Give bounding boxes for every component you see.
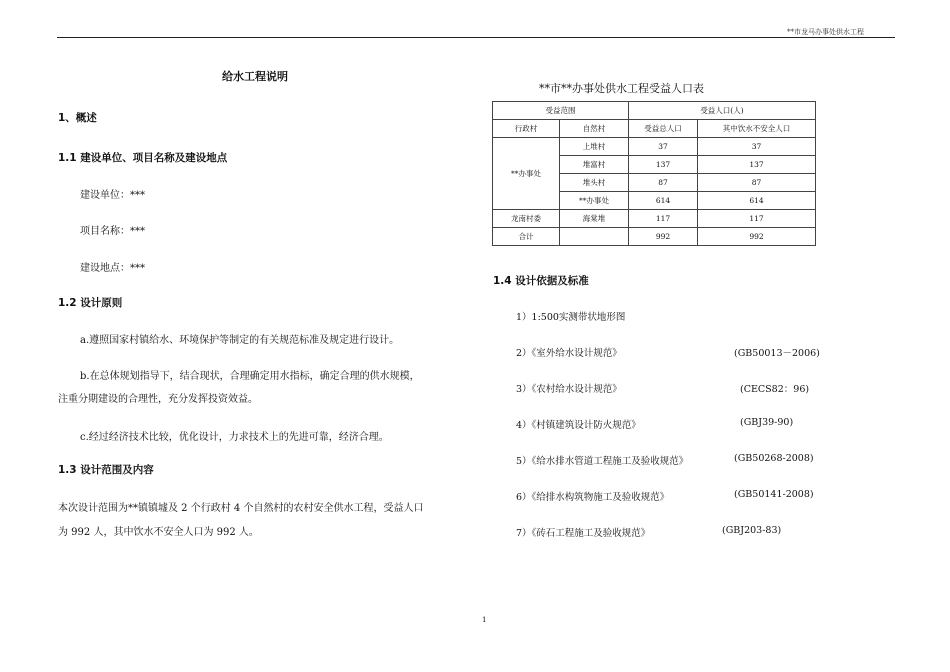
section-1-3: 1.3 设计范围及内容 [58, 464, 154, 476]
standard-code: (GB50141-2008) [734, 489, 814, 500]
standard-name: 2）《室外给水设计规范》 [516, 348, 622, 359]
header-natural-village: 自然村 [560, 120, 629, 138]
project-name: 项目名称：*** [80, 226, 145, 237]
standard-name: 5）《给水排水管道工程施工及验收规范》 [516, 456, 689, 467]
natural-village-cell: **办事处 [560, 192, 629, 210]
unsafe-cell: 117 [698, 210, 816, 228]
header-scope: 受益范围 [493, 102, 629, 120]
header-divider [57, 37, 895, 38]
page-number: 1 [482, 616, 487, 624]
total-cell: 137 [629, 156, 698, 174]
standard-name: 7）《砖石工程施工及验收规范》 [516, 528, 651, 539]
total-cell: 117 [629, 210, 698, 228]
header-total-population: 受益总人口 [629, 120, 698, 138]
construction-location: 建设地点：*** [80, 263, 145, 274]
table-row [493, 138, 816, 156]
standard-name: 4）《村镇建筑设计防火规范》 [516, 420, 641, 431]
construction-unit: 建设单位：*** [80, 190, 145, 201]
sum-unsafe-cell: 992 [698, 228, 816, 246]
total-cell: 614 [629, 192, 698, 210]
standard-name: 6）《给排水构筑物施工及验收规范》 [516, 492, 670, 503]
sum-total-cell: 992 [629, 228, 698, 246]
unsafe-cell: 137 [698, 156, 816, 174]
principle-c: c.经过经济技术比较，优化设计，力求技术上的先进可靠，经济合理。 [80, 432, 389, 443]
unsafe-cell: 37 [698, 138, 816, 156]
standard-code: (GBJ39-90) [740, 417, 794, 428]
section-overview: 1、概述 [58, 112, 97, 124]
header-population: 受益人口(人) [629, 102, 816, 120]
section-1-2: 1.2 设计原则 [58, 297, 123, 309]
running-header: **市龙马办事处供水工程 [787, 28, 864, 36]
section-1-1: 1.1 建设单位、项目名称及建设地点 [58, 152, 228, 164]
header-unsafe-population: 其中饮水不安全人口 [698, 120, 816, 138]
population-table [492, 101, 816, 246]
doc-title: 给水工程说明 [222, 70, 288, 83]
sum-label-cell: 合计 [493, 228, 560, 246]
standard-code: (GB50268-2008) [734, 453, 814, 464]
header-admin-village: 行政村 [493, 120, 560, 138]
principle-b-line2: 注重分期建设的合理性，充分发挥投资效益。 [58, 394, 258, 405]
admin-village-cell: 龙南村委 [493, 210, 560, 228]
admin-village-cell: **办事处 [493, 138, 560, 210]
principle-a: a.遵照国家村镇给水、环境保护等制定的有关规范标准及规定进行设计。 [80, 335, 400, 346]
total-cell: 87 [629, 174, 698, 192]
natural-village-cell: 上堆村 [560, 138, 629, 156]
standard-code: (GB50013－2006) [734, 348, 820, 359]
standard-name: 3）《农村给水设计规范》 [516, 384, 622, 395]
standard-name: 1）1:500实测带状地形图 [516, 312, 626, 323]
principle-b-line1: b.在总体规划指导下，结合现状，合理确定用水指标，确定合理的供水规模， [80, 371, 420, 382]
empty-cell [560, 228, 629, 246]
scope-line1: 本次设计范围为**镇镇墟及 2 个行政村 4 个自然村的农村安全供水工程，受益人口 [58, 503, 424, 514]
natural-village-cell: 海棠堆 [560, 210, 629, 228]
standard-code: (CECS82：96) [740, 384, 810, 395]
scope-line2: 为 992 人，其中饮水不安全人口为 992 人。 [58, 527, 259, 538]
table-row [493, 210, 816, 228]
unsafe-cell: 87 [698, 174, 816, 192]
total-cell: 37 [629, 138, 698, 156]
table-total-row [493, 228, 816, 246]
table-title: **市**办事处供水工程受益人口表 [539, 82, 704, 95]
unsafe-cell: 614 [698, 192, 816, 210]
natural-village-cell: 堆头村 [560, 174, 629, 192]
natural-village-cell: 堆富村 [560, 156, 629, 174]
standard-code: (GBJ203-83) [722, 525, 782, 536]
section-1-4: 1.4 设计依据及标准 [493, 275, 589, 287]
